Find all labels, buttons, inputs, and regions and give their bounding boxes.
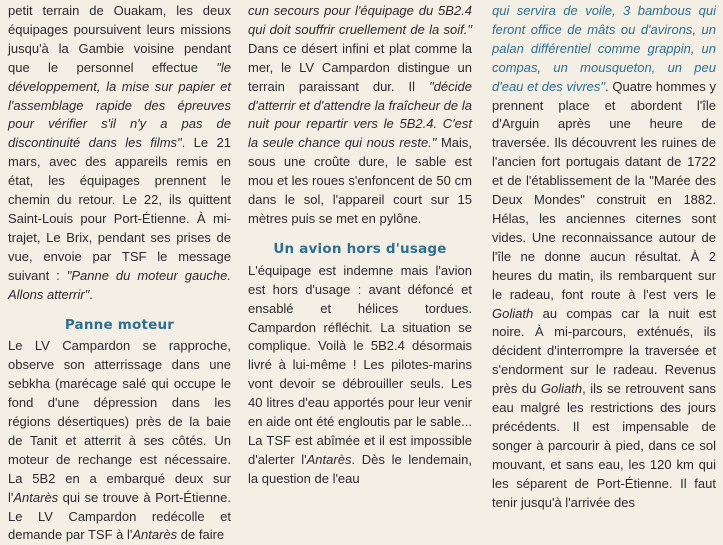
text-run: qui se trouve à Port-Étienne. Le LV Campardon redécolle et demande par TSF à l' [8,489,231,543]
section-heading-avion-hors-usage: Un avion hors d'usage [273,240,447,257]
quote-run: "Panne du moteur gauche. Allons atterrir" [8,267,231,302]
text-run: , ils se retrouvent sans eau malgré les restrictions des jours précédents. Il est impensable de songer à parcourir à pied, dans ce sol mouvant, et sans eau, les 120 km qui les séparent de Port-Étienne. Il faut tenir jusqu'à l'arrivée des [492,381,716,510]
text-run: Le LV Campardon se rapproche, observe son atterrissage dans une sebkha (marécage salé qui occupe le fond d'une dépression dans les régions désertiques) près de la baie de Tanit et atterrit à ses côtés. Un moteur de rechange est nécessaire. La 5B2 en a embarqué deux sur l' [8,338,231,505]
section-heading-panne-moteur: Panne moteur [64,316,175,333]
ship-name-run: Goliath [492,305,534,321]
ship-name-run: Antarès [13,489,59,505]
quote-run: "le développement, la mise sur papier et l'assemblage rapide des épreuves pour vérifier s'il n'y a pas de discontinuité dans les films" [8,59,231,151]
paragraph-intro [8,2,231,305]
text-run: . Quatre hommes y prennent place et abordent l'île d'Arguin après une heure de traversée. Ils découvrent les ruines de l'ancien fort portugais datant de 1722 et de l'établissement de la "Marée des Deux Mondes" construit en 1882. Hélas, les anciennes citernes sont vides. Une reconnaissance autour de l'île ne donne aucun résultat. À 2 heures du matin, ils rembarquent sur le radeau, font route à l'est vers le [492,78,716,302]
ship-name-run: Antarès [132,527,178,543]
text-run: de faire [177,527,225,543]
text-run: petit terrain de Ouakam, les deux équipages poursuivent leurs missions jusqu'à la Gambie voisine pendant que le personnel effectue [8,3,231,75]
text-column-1 [8,2,231,545]
ship-name-run: Goliath [540,381,583,397]
text-column-2 [248,2,472,489]
text-run: Dans ce désert infini et plat comme la mer, le LV Campardon distingue un terrain paraissant dur. Il [248,40,472,94]
quote-run: cun secours pour l'équipage du 5B2.4 qui doit souffrir cruellement de la soif." [248,3,472,37]
paragraph-secours [248,2,472,229]
text-run: L'équipage est indemne mais l'avion est hors d'usage : avant défoncé et ensablé et hélices tordues. Campardon réfléchit. La situation se complique. Voilà le 5B2.4 désormais livré à lui-même ! Les pilotes-marins vont devoir se débrouiller seuls. Les 40 litres d'eau apportés pour leur venir en aide ont été engloutis par le sable... La TSF est abîmée et il est impossible d'alerter l' [248,262,472,467]
text-column-3 [492,2,716,512]
ship-name-run: Antarès [306,451,352,467]
quote-run: qui servira de voile, 3 bambous qui feront office de mâts ou d'avirons, un palan différentiel comme grappin, un compas, un mousqueton, un peu d'eau et des vivres" [492,3,716,94]
text-run: . Dès le lendemain, la question de l'eau [248,451,473,486]
text-run: au compas car la nuit est noire. À mi-parcours, exténués, ils décident d'interrompre la traversée et s'endorment sur le radeau. Revenus près du [492,305,716,397]
text-run: . [89,286,93,302]
text-run: . Le 21 mars, avec des appareils remis en état, les équipages prennent le chemin du retour. Le 22, ils quittent Saint-Louis pour Port-Étienne. À mi-trajet, Le Brix, pendant ses prises de vue, envoie par TSF le message suivant : [8,135,231,283]
paragraph-panne-moteur [8,337,231,545]
text-run: Mais, sous une croûte dure, le sable est mou et les roues s'enfoncent de 50 cm dans le sol, l'appareil court sur 15 mètres puis se met en pylône. [248,135,473,226]
quote-run: "décide d'atterrir et d'attendre la fraîcheur de la nuit pour repartir vers le 5B2.4. C'est la seule chance qui nous reste." [248,78,472,151]
paragraph-radeau [492,2,716,512]
paragraph-avion-hors-usage [248,262,472,489]
